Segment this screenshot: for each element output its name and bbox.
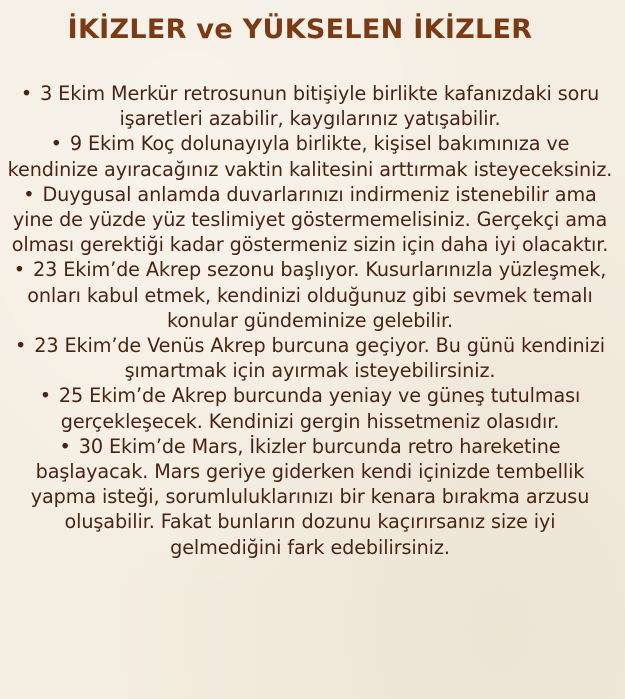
list-item-text: 25 Ekim’de Akrep burcunda yeniay ve güneş tutulması gerçekleşecek. Kendinizi gergin hissetmeniz olasıdır. bbox=[58, 384, 581, 433]
list-item-text: 30 Ekim’de Mars, İkizler burcunda retro hareketine başlayacak. Mars geriye giderken kendi içinizde tembellik yapma isteği, sorumluluklarınızı bir kenara bırakma arzusu oluşabilir. Fakat bunların dozunu kaçırırsanız size iyi gelmediğini fark edebilirsiniz. bbox=[30, 434, 590, 559]
bullet-icon: • bbox=[15, 334, 27, 358]
list-item bbox=[6, 333, 614, 383]
list-item bbox=[6, 81, 614, 131]
bullet-icon: • bbox=[13, 258, 25, 282]
list-item bbox=[6, 182, 614, 258]
list-item-text: 9 Ekim Koç dolunayıyla birlikte, kişisel bakımınıza ve kendinize ayıracağınız vaktin kalitesini arttırmak isteyeceksiniz. bbox=[7, 132, 613, 181]
bullet-icon: • bbox=[59, 434, 71, 458]
list-item-text: Duygusal anlamda duvarlarınızı indirmeniz istenebilir ama yine de yüzde yüz teslimiyet göstermemelisiniz. Gerçekçi ama olması gerektiği kadar göstermeniz sizin için daha iyi olacaktır. bbox=[11, 182, 609, 257]
list-item-text: 3 Ekim Merkür retrosunun bitişiyle birlikte kafanızdaki soru işaretleri azabilir, kaygılarınız yatışabilir. bbox=[40, 82, 600, 131]
bullet-icon: • bbox=[50, 132, 62, 156]
list-item bbox=[6, 257, 614, 333]
list-item-text: 23 Ekim’de Venüs Akrep burcuna geçiyor. Bu günü kendinizi şımartmak için ayırmak isteyebilirsiniz. bbox=[34, 334, 605, 383]
bullet-icon: • bbox=[23, 182, 35, 206]
page-title: İKİZLER ve YÜKSELEN İKİZLER bbox=[67, 14, 533, 45]
bullet-list bbox=[6, 81, 614, 560]
list-item bbox=[6, 383, 614, 433]
list-item bbox=[6, 131, 614, 181]
list-item bbox=[6, 434, 614, 560]
bullet-icon: • bbox=[20, 82, 33, 105]
list-item-text: 23 Ekim’de Akrep sezonu başlıyor. Kusurlarınızla yüzleşmek, onları kabul etmek, kendinizi olduğunuz gibi sevmek temalı konular gündeminize gelebilir. bbox=[27, 258, 607, 332]
bullet-icon: • bbox=[39, 384, 51, 408]
